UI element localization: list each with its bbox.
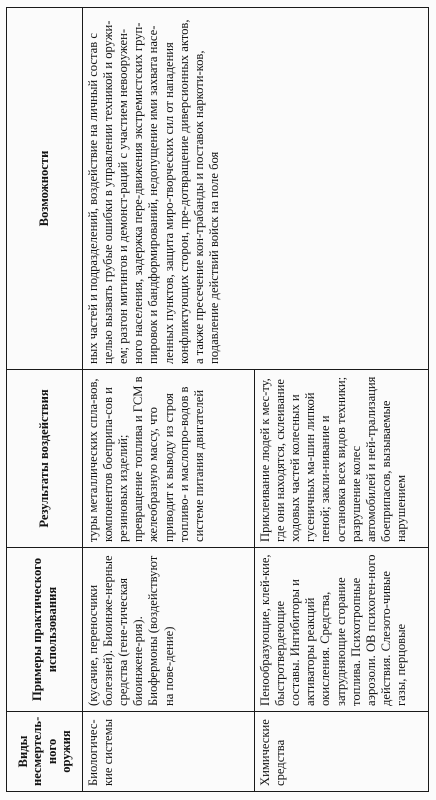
- cell-capabilities: [83, 8, 429, 370]
- cell-text: туры металлических спла-вов, компонентов боеприпа-сов и резиновых изделий; превращение топлива и ГСМ в желеобразную массу, что приводит к выводу из строя топливо- и маслопро-водов в системе питания двигателей: [86, 376, 206, 542]
- cell-text: (кусачие, переносчики болезней). Биоинже-нерные средства (гене-тическая биоинжене-рия). Биофермоны (воздействуют на пове-дение): [86, 555, 176, 706]
- cell-text: Химические средства: [258, 719, 288, 786]
- weapons-table: [6, 7, 429, 792]
- table-header-row: [7, 8, 83, 792]
- cell-weapon-type: [83, 712, 255, 792]
- table-row: [83, 8, 255, 792]
- header-weapon-type: Виды несмертель-ного оружия: [7, 712, 83, 792]
- cell-examples: [83, 548, 255, 712]
- cell-examples: [255, 548, 429, 712]
- cell-text: Пенообразующие, клей-кие, быстротвердеющие составы. Ингибиторы и активаторы реакций окисления. Средства, затрудняющие сгорание топлива. Психотропные аэрозоли. ОВ психоген-ного действия. Слезото-чивые газы, перцовые: [258, 554, 408, 706]
- cell-text: ных частей и подразделений, воздействие на личный состав с целью вызвать грубые ошибки в управлении техникой и оружи-ем; разгон митингов и демонст-раций с участием невооружен-ного населения, задержка пере-движения экстремистских груп-пировок и бандформирований, недопущение ими захвата насе-ленных пунктов, защита миро-творческих сил от нападения конфликтующих сторон, пре-дотвращение диверсионных актов, а также пресечение кон-трабанды и поставок наркоти-ков, подавление действий войск на поле боя: [86, 19, 221, 364]
- cell-text: Биологичес-кие системы: [86, 718, 116, 786]
- header-capabilities: Возможности: [7, 8, 83, 370]
- cell-results: [255, 370, 429, 548]
- cell-text: Приклеивание людей к мес-ту, где они находятся, склеивание ходовых частей колесных и гусеничных ма-шин липкой пеной; закли-нивание и остановка всех видов техники; разрушение колес автомобилей и ней-трализация боеприпасов, вызываемые нарушением: [258, 376, 408, 542]
- cell-results: [83, 370, 255, 548]
- cell-weapon-type: [255, 712, 429, 792]
- header-examples: Примеры практического использования: [7, 548, 83, 712]
- header-results: Результаты воздействия: [7, 370, 83, 548]
